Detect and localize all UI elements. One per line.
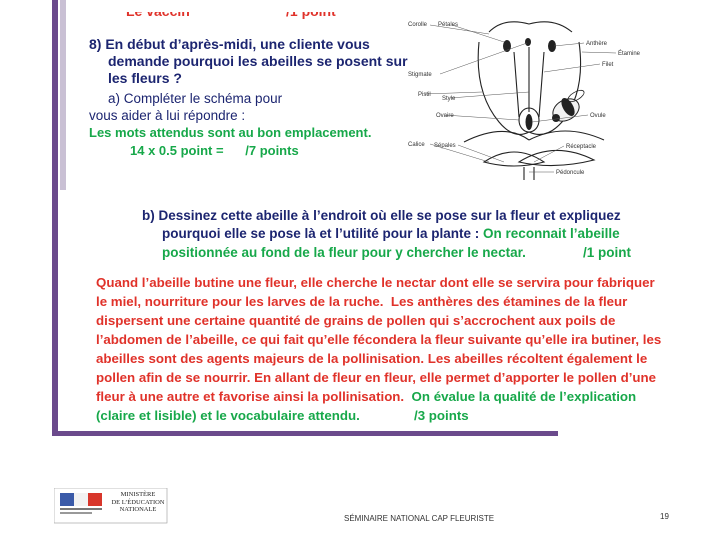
qb-line2-answer: On reconnait l’abeille bbox=[479, 226, 620, 241]
ministry-line2: DE L’ÉDUCATION bbox=[111, 498, 165, 506]
qb-line3: positionnée au fond de la fleur pour y chercher le nectar. bbox=[162, 245, 526, 260]
page-number: 19 bbox=[660, 512, 669, 521]
label-anthere: Anthère bbox=[586, 41, 608, 47]
label-ovaire: Ovaire bbox=[436, 113, 454, 119]
ministry-name bbox=[110, 491, 166, 514]
diagram-stem bbox=[524, 167, 534, 180]
label-pedoncule: Pédoncule bbox=[556, 170, 585, 176]
diagram-leaf-right bbox=[529, 131, 604, 140]
qb-evaluation: On évalue la qualité de l’explication bbox=[404, 389, 637, 404]
diagram-petal-left bbox=[478, 42, 529, 134]
label-filet: Filet bbox=[602, 62, 614, 68]
diagram-corolla-top bbox=[489, 22, 572, 32]
label-corolle: Corolle bbox=[408, 22, 428, 28]
label-petales: Pétales bbox=[438, 22, 459, 28]
qb-final-points: /3 points bbox=[414, 408, 469, 423]
label-etamine: Étamine bbox=[618, 51, 641, 57]
qb-answer-line6: pollen afin de se nourrir. En allant de fleur en fleur, elle permet d’apporter le pollen d’une bbox=[96, 370, 657, 385]
flower-diagram bbox=[404, 12, 660, 180]
q8-points: 14 x 0.5 point = /7 points bbox=[130, 143, 299, 158]
qb-answer-line4: l’abdomen de l’abeille, ce qui fait qu’elle fécondera la fleur suivante qu’elle ira butiner, les bbox=[96, 332, 662, 347]
qb-answer-last-red: fleur à une autre et favorise ainsi la pollinisation. bbox=[96, 389, 405, 404]
ministry-logo bbox=[54, 488, 168, 524]
bee-drawing bbox=[549, 88, 586, 126]
qb-line1: b) Dessinez cette abeille à l’endroit où elle se pose sur la fleur et expliquez bbox=[142, 208, 621, 223]
ministry-line1: MINISTÈRE bbox=[120, 491, 156, 498]
label-sepales: Sépales bbox=[434, 143, 456, 149]
qb-answer-line1: Quand l’abeille butine une fleur, elle cherche le nectar dont elle se servira pour fabriquer bbox=[96, 275, 655, 290]
q8a-line2: vous aider à lui répondre : bbox=[89, 108, 246, 123]
label-pistil: Pistil bbox=[418, 92, 431, 98]
qb-answer-line7 bbox=[96, 388, 636, 406]
diagram-ovule bbox=[526, 114, 533, 130]
qb-answer-line5: abeilles sont des agents majeurs de la pollinisation. Les abeilles récoltent également le bbox=[96, 351, 648, 366]
q8-expected-answer: Les mots attendus sont au bon emplacement. bbox=[89, 125, 372, 140]
qb-answer-line2: le miel, nourriture pour les larves de la ruche. Les anthères des étamines de la fleur bbox=[96, 294, 628, 309]
diagram-sepal-right bbox=[519, 150, 594, 165]
qb-evaluation-end: (claire et lisible) et le vocabulaire attendu. bbox=[96, 408, 360, 423]
qb-line2-question: pourquoi elle se pose là et l’utilité pour la plante : bbox=[162, 226, 480, 241]
q8-line1: 8) En début d’après-midi, une cliente vous bbox=[89, 36, 370, 52]
label-ovule: Ovule bbox=[590, 113, 606, 119]
ministry-line3: NATIONALE bbox=[119, 506, 157, 513]
q8a-line1: a) Compléter le schéma pour bbox=[108, 91, 283, 106]
q8-line3: les fleurs ? bbox=[108, 70, 182, 86]
label-stigmate: Stigmate bbox=[408, 72, 432, 78]
diagram-leaf-left bbox=[464, 131, 529, 142]
label-style: Style bbox=[442, 96, 456, 102]
qb-line3-points: /1 point bbox=[583, 245, 631, 260]
qb-line2 bbox=[162, 225, 620, 243]
qb-answer-line3: dispersent une certaine quantité de grains de pollen qui s’accrochent aux poils de bbox=[96, 313, 616, 328]
seminar-title: SÉMINAIRE NATIONAL CAP FLEURISTE bbox=[344, 514, 495, 523]
label-receptacle: Réceptacle bbox=[566, 144, 597, 150]
label-calice: Calice bbox=[408, 142, 425, 148]
diagram-stigma bbox=[525, 38, 531, 46]
q8-line2: demande pourquoi les abeilles se posent sur bbox=[108, 53, 408, 69]
scan-edge-shadow bbox=[60, 0, 66, 190]
